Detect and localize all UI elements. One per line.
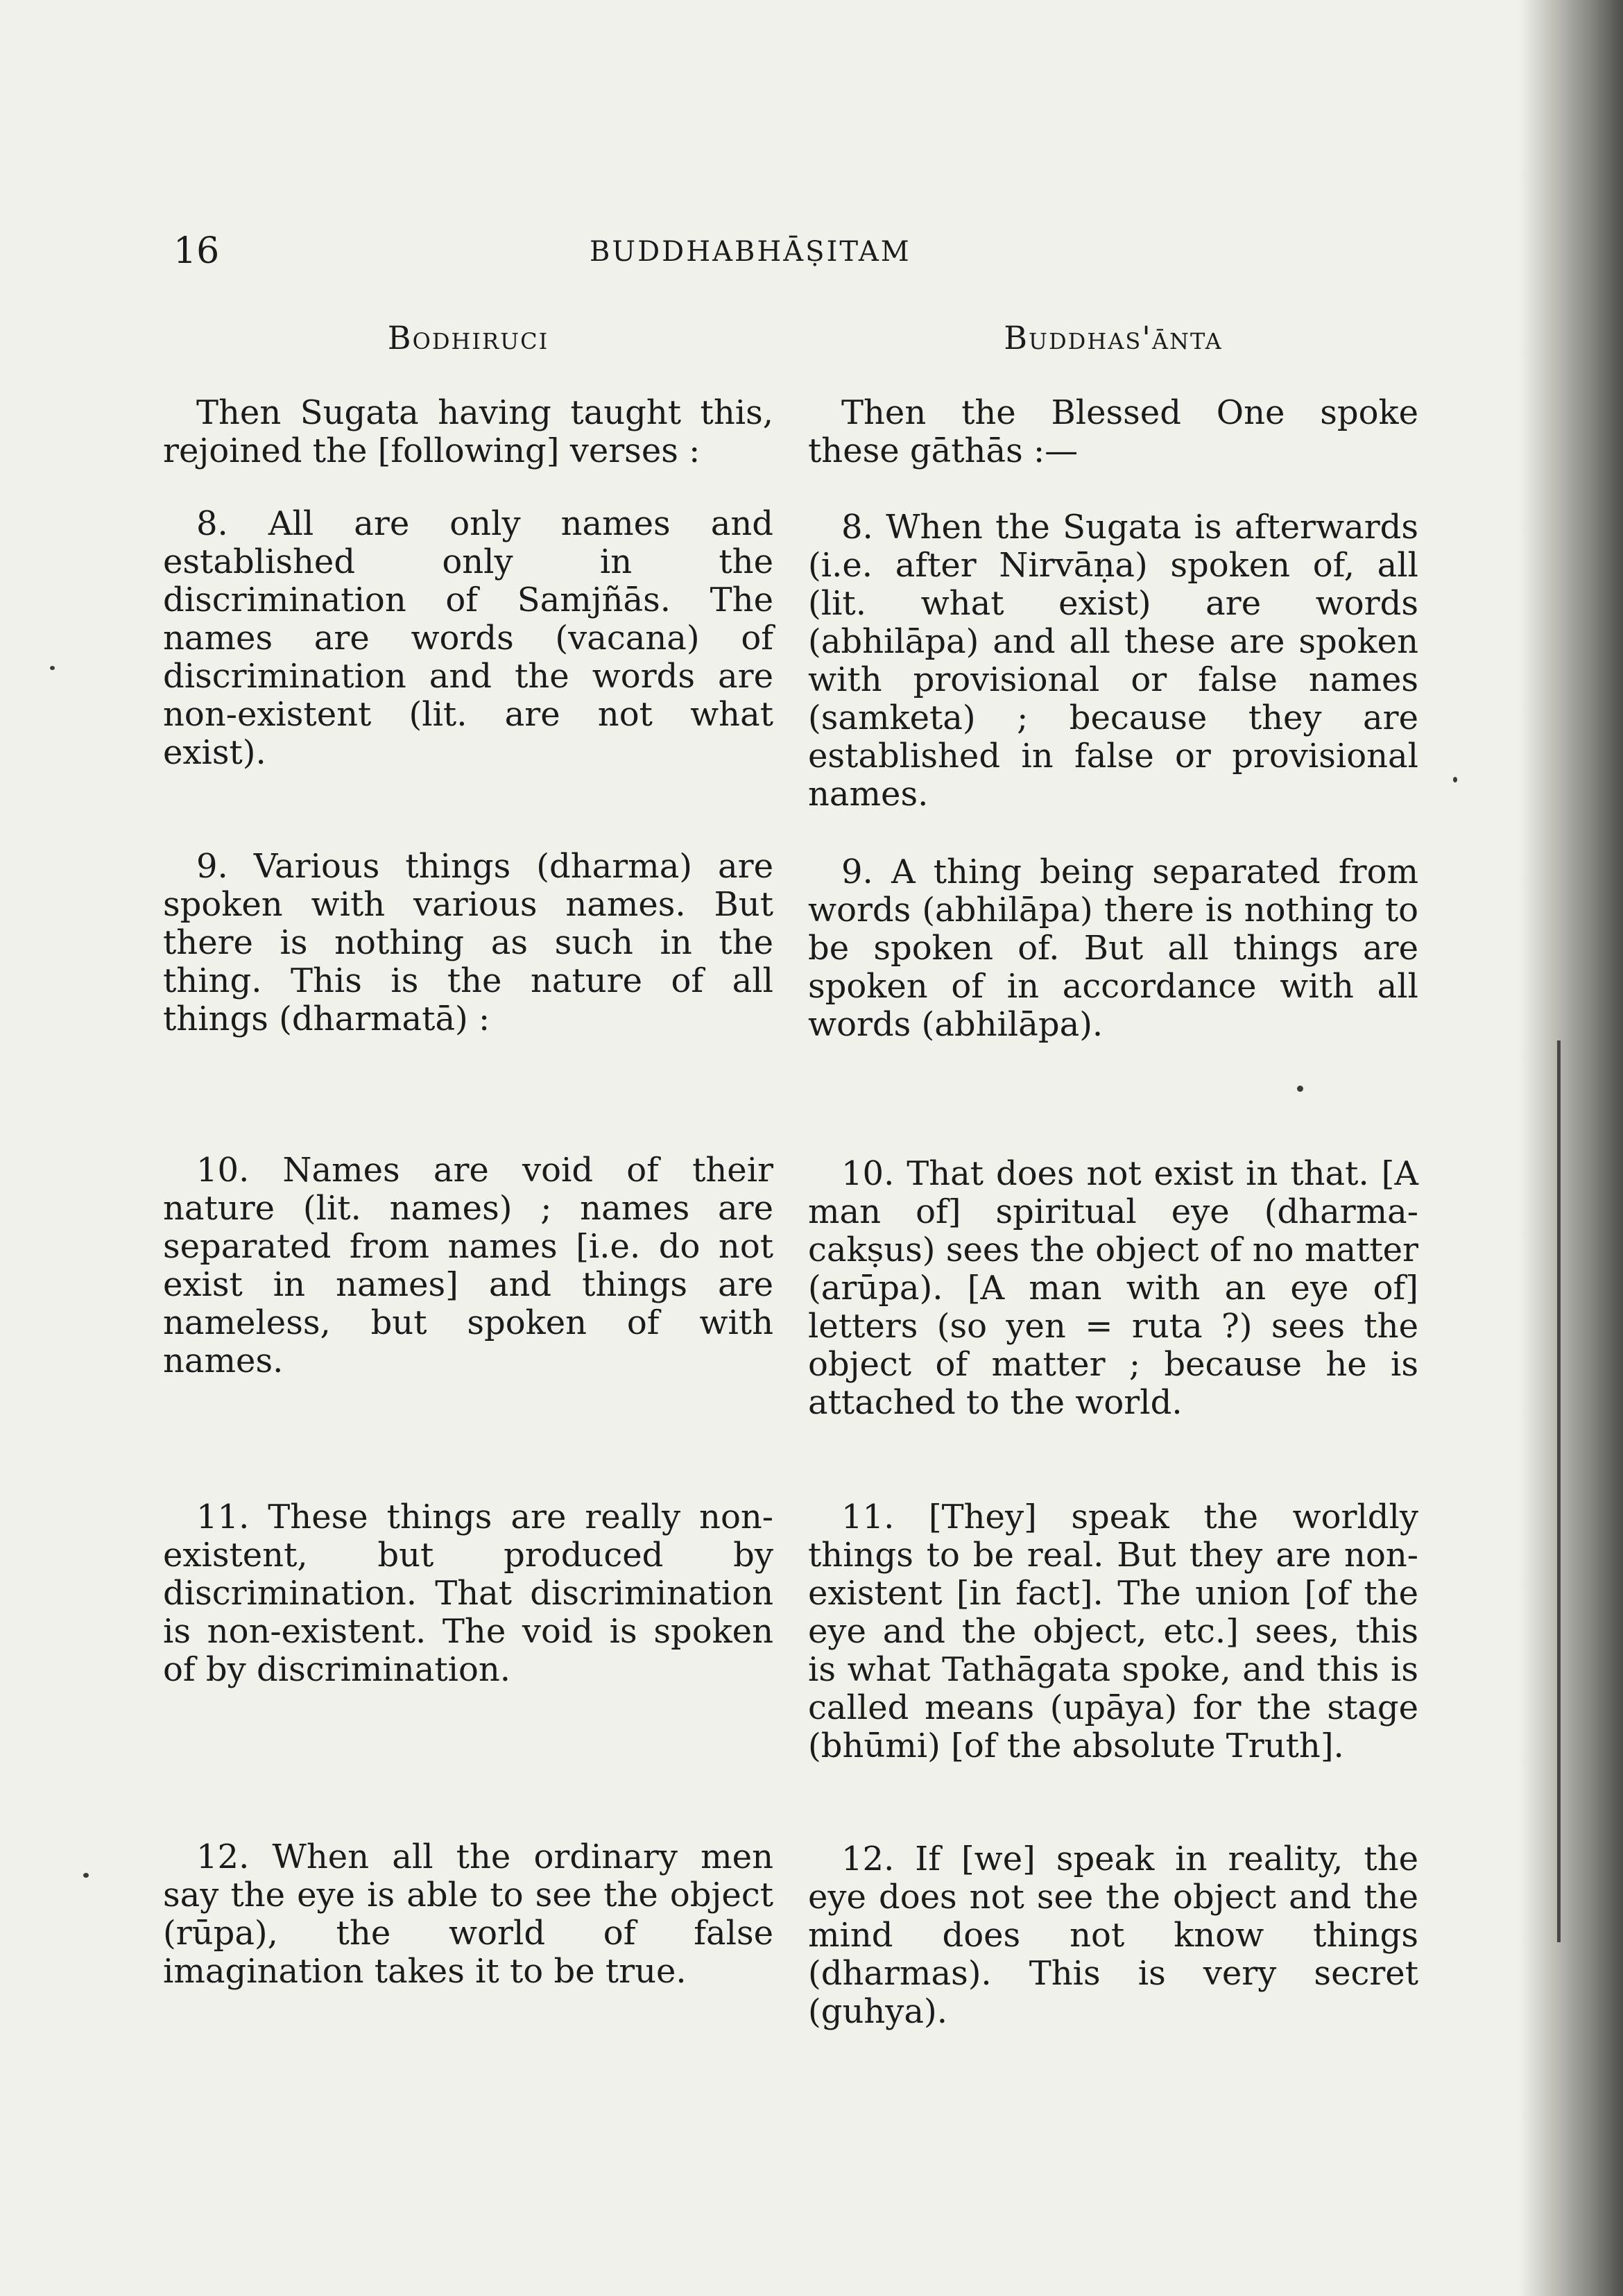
left-verse-12: 12. When all the ordinary men say the eye is able to see the object (rūpa), the world of false imagination takes it to be true.	[163, 1837, 773, 1991]
page-edge-shadow	[1519, 0, 1623, 2296]
running-title: BUDDHABHĀṢITAM	[590, 236, 911, 268]
left-verse-11: 11. These things are really non-existent, but produced by discrimination. That discrimination is non-existent. The void is spoken of by discrimination.	[163, 1498, 773, 1689]
right-verse-8: 8. When the Sugata is afterwards (i.e. after Nirvāṇa) spoken of, all (lit. what exist) are words (abhilāpa) and all these are spoken with provisional or false names (samketa) ; because they are established in false or provisional names.	[808, 508, 1418, 814]
ink-speck	[50, 666, 55, 670]
ink-speck	[1297, 1086, 1303, 1092]
page-number: 16	[173, 230, 220, 272]
right-verse-9: 9. A thing being separated from words (abhilāpa) there is nothing to be spoken of. But all things are spoken of in accordance with all words (abhilāpa).	[808, 853, 1418, 1044]
left-column-title: Bodhiruci	[387, 319, 549, 357]
left-verse-8: 8. All are only names and established only in the discrimination of Samjñās. The names are words (vacana) of discrimination and the words are non-existent (lit. are not what exist).	[163, 504, 773, 772]
binding-line	[1557, 1040, 1561, 1942]
right-intro: Then the Blessed One spoke these gāthās :—	[808, 393, 1418, 470]
left-verse-10: 10. Names are void of their nature (lit. names) ; names are separated from names [i.e. do not exist in names] and things are nameless, but spoken of with names.	[163, 1151, 773, 1380]
page-header	[173, 230, 1422, 286]
right-verse-10: 10. That does not exist in that. [A man of] spiritual eye (dharma-cakṣus) sees the object of no matter (arūpa). [A man with an eye of] letters (so yen = ruta ?) sees the object of matter ; because he is attached to the world.	[808, 1154, 1418, 1422]
right-verse-11: 11. [They] speak the worldly things to be real. But they are non-existent [in fact]. The union [of the eye and the object, etc.] sees, this is what Tathāgata spoke, and this is called means (upāya) for the stage (bhūmi) [of the absolute Truth].	[808, 1498, 1418, 1765]
left-intro: Then Sugata having taught this, rejoined the [following] verses :	[163, 393, 773, 470]
right-verse-12: 12. If [we] speak in reality, the eye does not see the object and the mind does not know things (dharmas). This is very secret (guhya).	[808, 1840, 1418, 2031]
ink-speck	[83, 1873, 89, 1878]
left-verse-9: 9. Various things (dharma) are spoken with various names. But there is nothing as such in the thing. This is the nature of all things (dharmatā) :	[163, 847, 773, 1038]
right-column-title: Buddhas'ānta	[1004, 319, 1223, 357]
ink-speck	[1453, 777, 1457, 782]
